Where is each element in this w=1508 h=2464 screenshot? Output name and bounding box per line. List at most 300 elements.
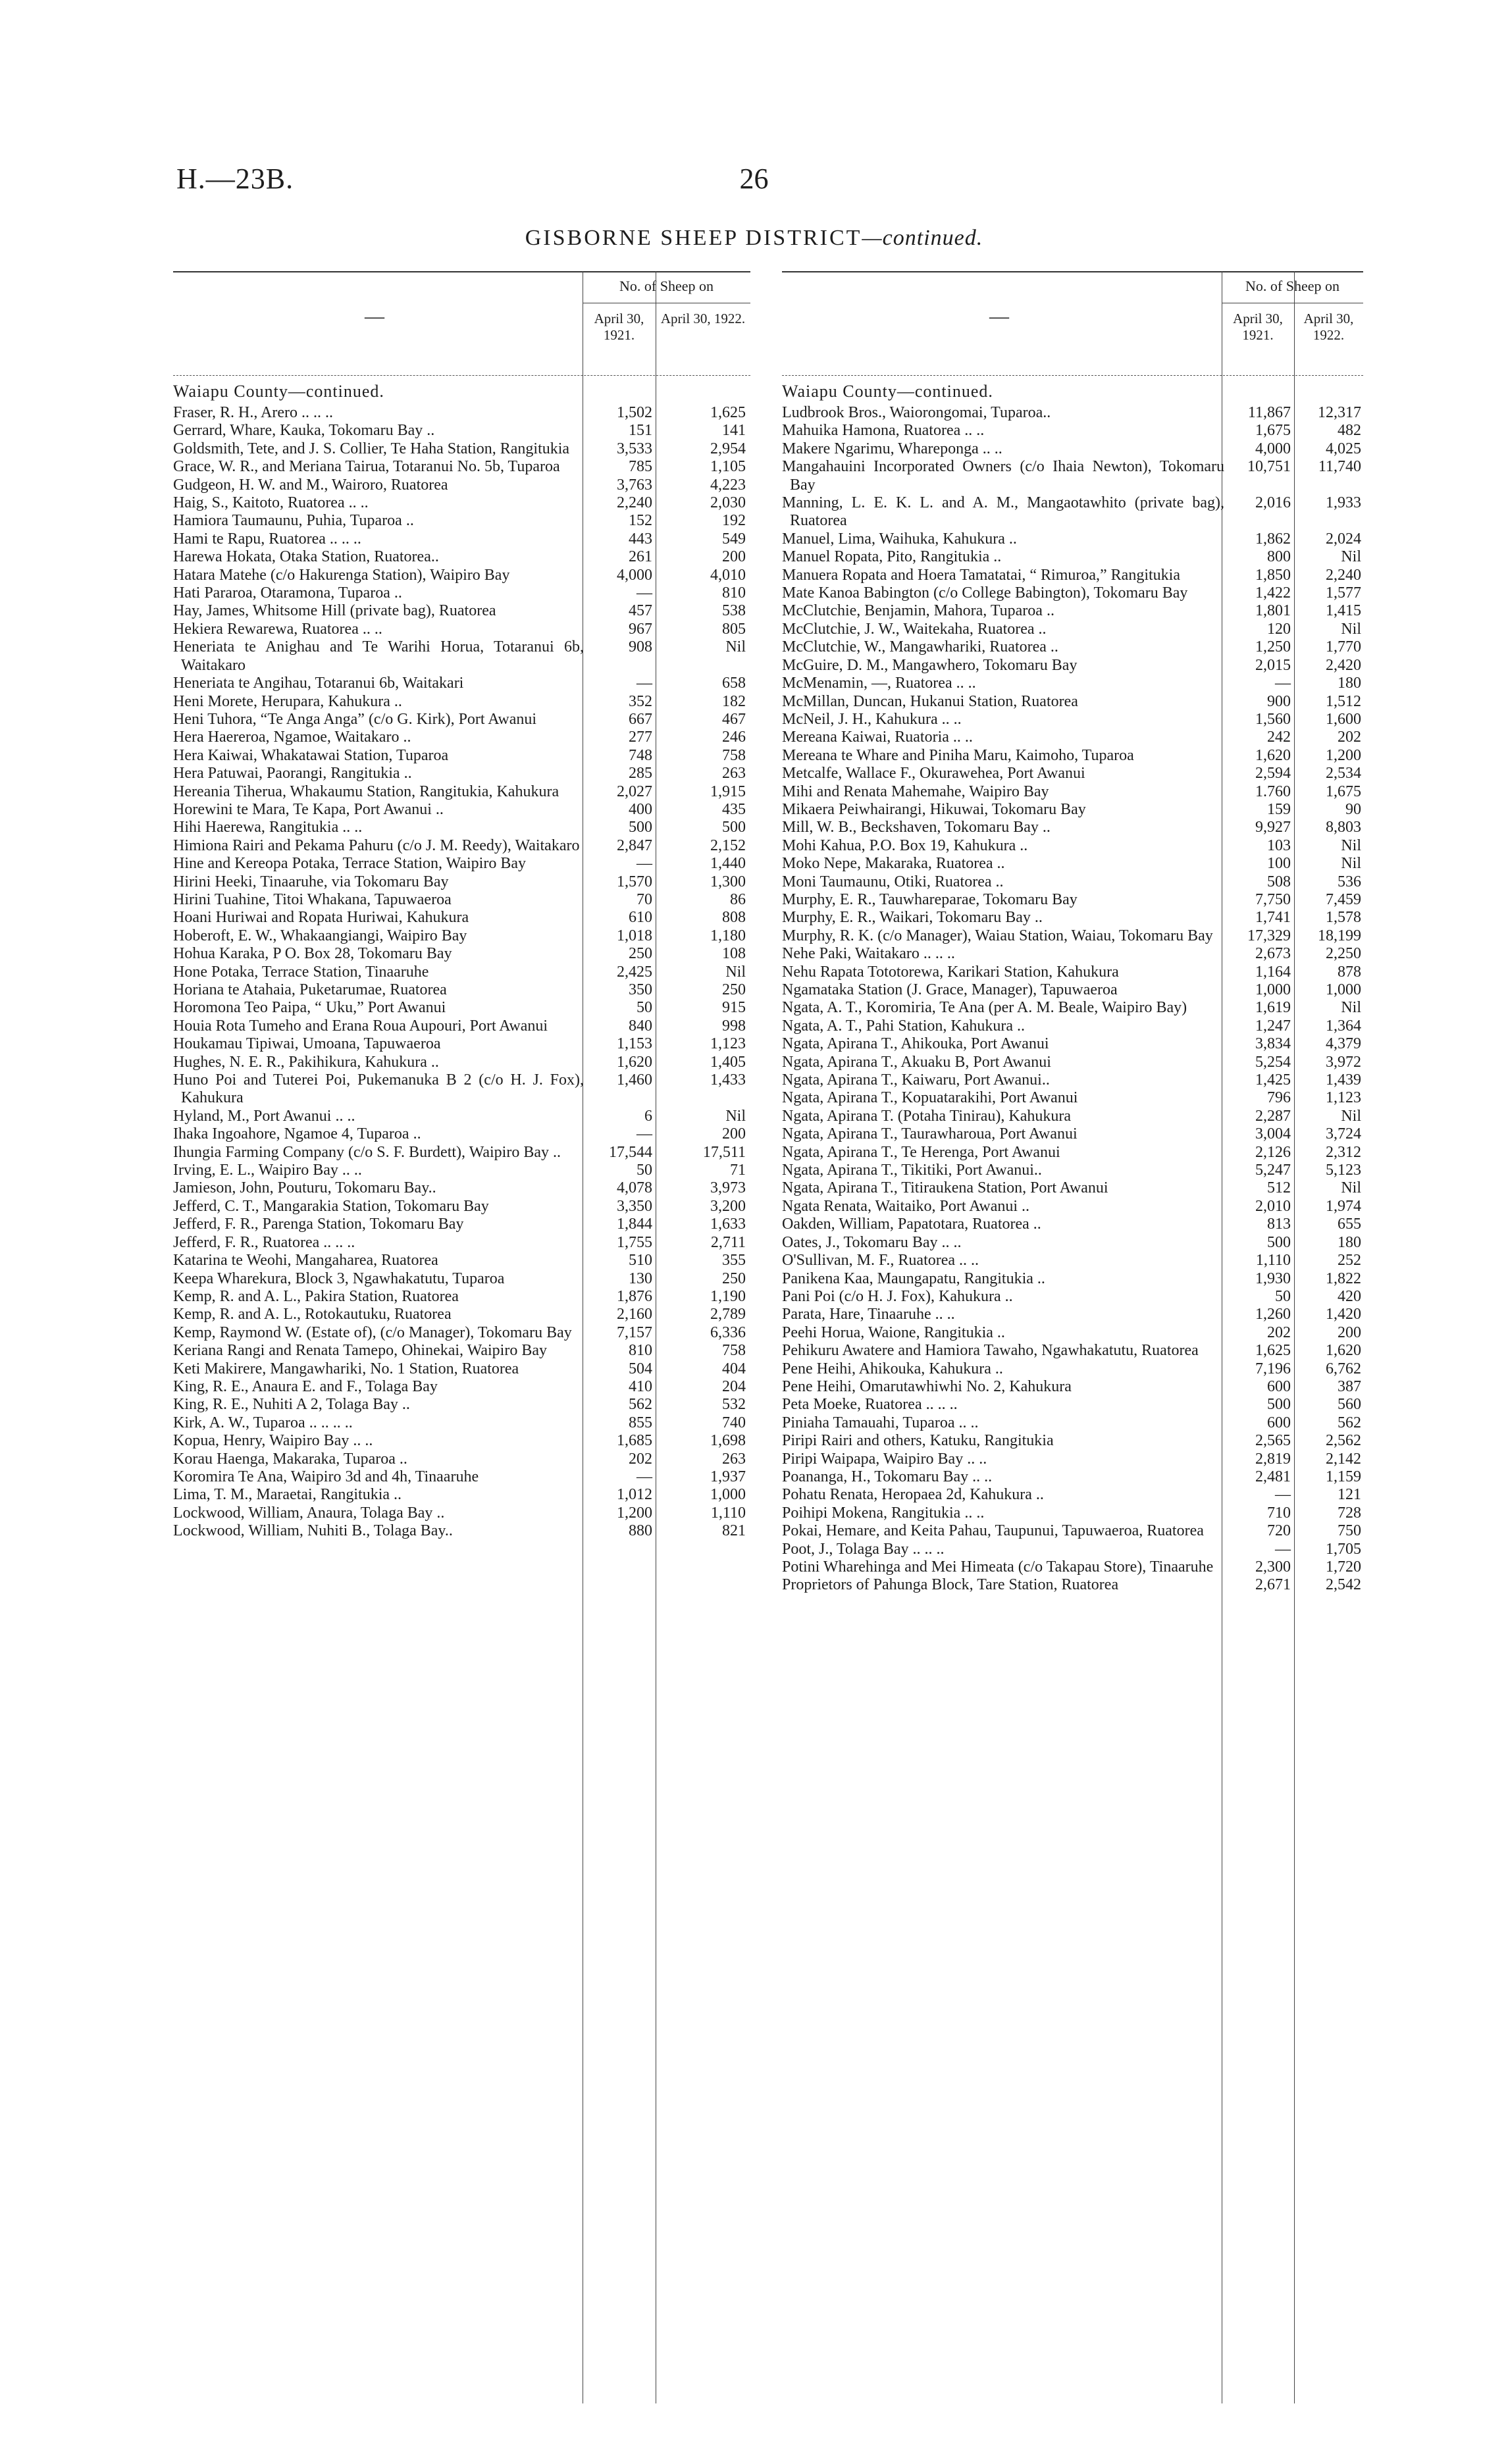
owner-address: Kemp, R. and A. L., Pakira Station, Ruatorea xyxy=(173,1287,459,1305)
owner-address: Manning, L. E. K. L. and A. M., Mangaotawhito (private bag), Ruatorea xyxy=(782,494,1224,530)
sheep-1921: 710 xyxy=(1267,1504,1291,1522)
sheep-1921: 2,565 xyxy=(1255,1432,1291,1450)
sheep-1921: 3,763 xyxy=(617,476,652,494)
sheep-1922: 7,459 xyxy=(1326,890,1361,908)
table-row xyxy=(782,1396,1363,1414)
table-row xyxy=(782,801,1363,819)
table-row xyxy=(782,1071,1363,1089)
sheep-1921: 443 xyxy=(629,530,652,548)
table-header xyxy=(173,271,750,375)
sheep-1922: 758 xyxy=(722,1342,746,1360)
sheep-1922: 1,433 xyxy=(710,1071,746,1089)
sheep-1922: 86 xyxy=(730,890,746,908)
table-row xyxy=(173,855,750,873)
sheep-1922: 263 xyxy=(722,1450,746,1468)
table-row xyxy=(173,548,750,566)
owner-address: Gudgeon, H. W. and M., Wairoro, Ruatorea xyxy=(173,476,448,494)
table-row xyxy=(782,1054,1363,1071)
table-row xyxy=(173,1450,750,1468)
sheep-1922: 549 xyxy=(722,530,746,548)
table-row xyxy=(782,1450,1363,1468)
sheep-1922: 12,317 xyxy=(1318,404,1361,421)
sheep-1921: 1,876 xyxy=(617,1287,652,1305)
sheep-1921: 242 xyxy=(1267,729,1291,746)
sheep-1922: 1,675 xyxy=(1326,783,1361,800)
sheep-1922: 6,336 xyxy=(710,1323,746,1341)
owner-address: Piniaha Tamauahi, Tuparoa .. .. xyxy=(782,1414,979,1431)
owner-address: Hatara Matehe (c/o Hakurenga Station), Waipiro Bay xyxy=(173,566,510,584)
table-row xyxy=(782,909,1363,927)
owner-address: Potini Wharehinga and Mei Himeata (c/o Takapau Store), Tinaaruhe xyxy=(782,1558,1214,1576)
sheep-1921: 2,594 xyxy=(1255,765,1291,783)
sheep-1922: 821 xyxy=(722,1522,746,1540)
table-row xyxy=(173,1108,750,1125)
owner-address: Mikaera Peiwhairangi, Hikuwai, Tokomaru Bay xyxy=(782,800,1086,818)
sheep-1922: 1,705 xyxy=(1326,1540,1361,1558)
sheep-1921: — xyxy=(1275,1540,1291,1558)
owner-address: Mereana Kaiwai, Ruatoria .. .. xyxy=(782,729,973,746)
owner-address: Manuera Ropata and Hoera Tamatatai, “ Rimuroa,” Rangitukia xyxy=(782,566,1180,584)
table-row xyxy=(782,1270,1363,1288)
owner-address: Korau Haenga, Makaraka, Tuparoa .. xyxy=(173,1450,407,1468)
table-row xyxy=(173,729,750,746)
sheep-1921: 1,425 xyxy=(1255,1071,1291,1089)
owner-address: McClutchie, J. W., Waitekaha, Ruatorea .. xyxy=(782,620,1047,638)
sheep-1922: 200 xyxy=(1338,1323,1361,1341)
sheep-1921: 880 xyxy=(629,1522,652,1540)
sheep-1922: 1,625 xyxy=(710,404,746,421)
table-row xyxy=(173,837,750,855)
table-row xyxy=(782,963,1363,981)
sheep-1922: 740 xyxy=(722,1414,746,1431)
table-row xyxy=(173,999,750,1017)
owner-address: Lima, T. M., Maraetai, Rangitukia .. xyxy=(173,1486,402,1504)
table-row xyxy=(173,584,750,602)
sheep-1922: 998 xyxy=(722,1017,746,1035)
sheep-1921: 1,850 xyxy=(1255,566,1291,584)
sheep-1921: 1,250 xyxy=(1255,638,1291,656)
table-row xyxy=(782,530,1363,548)
sheep-1921: 277 xyxy=(629,729,652,746)
sheep-1921: 2,671 xyxy=(1255,1576,1291,1594)
owner-address: Hone Potaka, Terrace Station, Tinaaruhe xyxy=(173,963,429,981)
sheep-1921: 2,673 xyxy=(1255,945,1291,963)
table-row xyxy=(173,1054,750,1071)
owner-address: Ngamataka Station (J. Grace, Manager), Tapuwaeroa xyxy=(782,981,1118,998)
sheep-1922: 1,440 xyxy=(710,855,746,873)
owner-address: Murphy, E. R., Tauwhareparae, Tokomaru Bay xyxy=(782,890,1078,908)
sheep-1921: 800 xyxy=(1267,548,1291,566)
table-row xyxy=(173,909,750,927)
owner-address: Manuel Ropata, Pito, Rangitukia .. xyxy=(782,548,1002,566)
table-row xyxy=(782,1216,1363,1233)
table-row xyxy=(782,1144,1363,1162)
table-row xyxy=(782,711,1363,729)
left-table xyxy=(173,271,750,2417)
sheep-1921: 2,819 xyxy=(1255,1450,1291,1468)
name-column-header: — xyxy=(365,305,384,327)
sheep-1922: 4,379 xyxy=(1326,1035,1361,1053)
table-row xyxy=(782,638,1363,656)
sheep-1922: 2,420 xyxy=(1326,656,1361,674)
owner-address: Houia Rota Tumeho and Erana Roua Aupouri, Port Awanui xyxy=(173,1017,548,1035)
sheep-1922: 1,110 xyxy=(710,1504,746,1522)
page-header xyxy=(176,162,1332,201)
sheep-1922: 246 xyxy=(722,729,746,746)
sheep-1921: — xyxy=(1275,675,1291,692)
owner-address: Hoani Huriwai and Ropata Huriwai, Kahukura xyxy=(173,909,469,927)
county-heading: Waiapu County—continued. xyxy=(782,382,993,401)
owner-address: Jamieson, John, Pouturu, Tokomaru Bay.. xyxy=(173,1179,436,1197)
sheep-1921: 2,010 xyxy=(1255,1197,1291,1215)
table-row xyxy=(173,422,750,440)
table-row xyxy=(782,999,1363,1017)
owner-address: Ihungia Farming Company (c/o S. F. Burdett), Waipiro Bay .. xyxy=(173,1143,561,1161)
sheep-1922: 108 xyxy=(722,945,746,963)
table-row xyxy=(173,1252,750,1270)
table-row xyxy=(173,1288,750,1306)
sheep-1922: 1,364 xyxy=(1326,1017,1361,1035)
owner-address: Murphy, E. R., Waikari, Tokomaru Bay .. xyxy=(782,909,1043,927)
owner-address: Hera Haereroa, Ngamoe, Waitakaro .. xyxy=(173,729,411,746)
sheep-1921: 967 xyxy=(629,620,652,638)
sheep-1921: 1,460 xyxy=(617,1071,652,1089)
sheep-1922: 1,770 xyxy=(1326,638,1361,656)
table-rows xyxy=(782,404,1363,1595)
sheep-1921: 1,930 xyxy=(1255,1270,1291,1287)
owner-address: Hereania Tiherua, Whakaumu Station, Rangitukia, Kahukura xyxy=(173,783,559,800)
sheep-1922: 2,711 xyxy=(710,1233,746,1251)
owner-address: Ngata, Apirana T., Titiraukena Station, Port Awanui xyxy=(782,1179,1108,1197)
owner-address: Pani Poi (c/o H. J. Fox), Kahukura .. xyxy=(782,1287,1013,1305)
table-row xyxy=(782,404,1363,422)
sheep-1921: 10,751 xyxy=(1247,458,1291,476)
table-row xyxy=(782,1522,1363,1540)
owner-address: Heni Morete, Herupara, Kahukura .. xyxy=(173,692,402,710)
sheep-1922: 810 xyxy=(722,584,746,602)
sheep-1921: 152 xyxy=(629,512,652,530)
owner-address: Manuel, Lima, Waihuka, Kahukura .. xyxy=(782,530,1017,548)
sheep-1921: 11,867 xyxy=(1247,404,1291,421)
table-row xyxy=(173,927,750,945)
table-row xyxy=(173,638,750,675)
sheep-1922: 1,200 xyxy=(1326,746,1361,764)
sheep-1921: 1,200 xyxy=(617,1504,652,1522)
header-bottom-rule xyxy=(173,375,750,376)
owner-address: Keepa Wharekura, Block 3, Ngawhakatutu, Tuparoa xyxy=(173,1270,505,1287)
table-row xyxy=(173,1035,750,1053)
owner-address: Panikena Kaa, Maungapatu, Rangitukia .. xyxy=(782,1270,1045,1287)
sheep-1922: 3,724 xyxy=(1326,1125,1361,1143)
table-row xyxy=(782,584,1363,602)
owner-address: Jefferd, F. R., Parenga Station, Tokomaru Bay xyxy=(173,1216,464,1233)
sheep-1921: 3,533 xyxy=(617,440,652,457)
sheep-1921: 1,844 xyxy=(617,1216,652,1233)
sheep-1922: 1,512 xyxy=(1326,692,1361,710)
table-row xyxy=(782,1017,1363,1035)
sheep-1922: Nil xyxy=(1341,1107,1361,1125)
sheep-1921: 720 xyxy=(1267,1522,1291,1540)
table-row xyxy=(173,1486,750,1504)
sheep-1922: 252 xyxy=(1338,1252,1361,1270)
sheep-1921: 70 xyxy=(637,890,652,908)
sheep-1921: 1,685 xyxy=(617,1432,652,1450)
owner-address: Ngata, Apirana T., Te Herenga, Port Awanui xyxy=(782,1143,1060,1161)
sheep-1922: 1,420 xyxy=(1326,1306,1361,1323)
table-row xyxy=(173,693,750,711)
table-row xyxy=(782,1504,1363,1522)
document-code: H.—23B. xyxy=(176,163,294,195)
owner-address: Ngata, A. T., Pahi Station, Kahukura .. xyxy=(782,1017,1026,1035)
owner-address: Moni Taumaunu, Otiki, Ruatorea .. xyxy=(782,873,1004,890)
owner-address: Mahuika Hamona, Ruatorea .. .. xyxy=(782,422,985,440)
owner-address: O'Sullivan, M. F., Ruatorea .. .. xyxy=(782,1252,979,1270)
owner-address: Hirini Tuahine, Titoi Whakana, Tapuwaeroa xyxy=(173,890,452,908)
owner-address: Huno Poi and Tuterei Poi, Pukemanuka B 2 (c/o H. J. Fox), Kahukura xyxy=(173,1071,584,1107)
owner-address: Poananga, H., Tokomaru Bay .. .. xyxy=(782,1468,993,1485)
owner-address: Heni Tuhora, “Te Anga Anga” (c/o G. Kirk), Port Awanui xyxy=(173,710,537,728)
owner-address: Irving, E. L., Waipiro Bay .. .. xyxy=(173,1162,362,1179)
sheep-count-header: No. of Sheep on xyxy=(1245,278,1339,294)
table-row xyxy=(173,873,750,891)
sheep-1921: 796 xyxy=(1267,1089,1291,1107)
sheep-1921: 908 xyxy=(629,638,652,656)
sheep-1922: 2,030 xyxy=(710,494,746,512)
owner-address: Ngata, Apirana T., Akuaku B, Port Awanui xyxy=(782,1053,1051,1071)
table-row xyxy=(173,1360,750,1378)
sheep-1922: 1,698 xyxy=(710,1432,746,1450)
sheep-1922: 1,620 xyxy=(1326,1342,1361,1360)
table-row xyxy=(173,1414,750,1432)
sheep-1921: 2,016 xyxy=(1255,494,1291,512)
owner-address: Hami te Rapu, Ruatorea .. .. .. xyxy=(173,530,361,548)
sheep-1921: 3,350 xyxy=(617,1197,652,1215)
table-row xyxy=(782,440,1363,458)
table-row xyxy=(782,1306,1363,1323)
owner-address: Ngata Renata, Waitaiko, Port Awanui .. xyxy=(782,1197,1030,1215)
owner-address: Harewa Hokata, Otaka Station, Ruatorea.. xyxy=(173,548,439,566)
owner-address: Gerrard, Whare, Kauka, Tokomaru Bay .. xyxy=(173,422,435,440)
sheep-1922: 182 xyxy=(722,692,746,710)
sheep-1922: 11,740 xyxy=(1318,458,1361,476)
sheep-1921: 2,160 xyxy=(617,1306,652,1323)
sheep-1922: 1,405 xyxy=(710,1053,746,1071)
table-row xyxy=(173,1144,750,1162)
table-row xyxy=(782,765,1363,783)
table-rows xyxy=(173,404,750,1541)
sheep-1921: 1,560 xyxy=(1255,710,1291,728)
sheep-1921: 410 xyxy=(629,1377,652,1395)
sheep-1921: 1,570 xyxy=(617,873,652,890)
table-row xyxy=(173,458,750,476)
sheep-1922: 1,937 xyxy=(710,1468,746,1485)
table-row xyxy=(173,1216,750,1233)
sheep-1921: 50 xyxy=(1275,1287,1291,1305)
owner-address: Kemp, R. and A. L., Rotokautuku, Ruatorea xyxy=(173,1306,452,1323)
owner-address: Haig, S., Kaitoto, Ruatorea .. .. xyxy=(173,494,369,512)
table-row xyxy=(782,819,1363,836)
table-row xyxy=(173,1324,750,1342)
table-row xyxy=(173,1071,750,1108)
owner-address: Hekiera Rewarewa, Ruatorea .. .. xyxy=(173,620,382,638)
table-header xyxy=(782,271,1363,375)
sheep-1922: 141 xyxy=(722,422,746,440)
table-row xyxy=(782,873,1363,891)
sheep-1922: 1,578 xyxy=(1326,909,1361,927)
table-row xyxy=(782,747,1363,765)
owner-address: Mangahauini Incorporated Owners (c/o Ihaia Newton), Tokomaru Bay xyxy=(782,458,1224,494)
sheep-1921: 1,260 xyxy=(1255,1306,1291,1323)
owner-address: Peehi Horua, Waione, Rangitukia .. xyxy=(782,1323,1005,1341)
sheep-1922: 250 xyxy=(722,981,746,998)
owner-address: Piripi Rairi and others, Katuku, Rangitukia xyxy=(782,1432,1054,1450)
sheep-1921: 457 xyxy=(629,602,652,620)
owner-address: Jefferd, F. R., Ruatorea .. .. .. xyxy=(173,1233,355,1251)
sheep-1921: 600 xyxy=(1267,1414,1291,1431)
sheep-1922: 1,300 xyxy=(710,873,746,890)
sheep-1922: 2,954 xyxy=(710,440,746,457)
sheep-1922: 482 xyxy=(1338,422,1361,440)
sheep-1922: 200 xyxy=(722,548,746,566)
table-row xyxy=(782,981,1363,999)
sheep-1922: 758 xyxy=(722,746,746,764)
sheep-1922: 562 xyxy=(1338,1414,1361,1431)
sheep-1921: 2,015 xyxy=(1255,656,1291,674)
table-row xyxy=(173,530,750,548)
sheep-1921: 1,619 xyxy=(1255,999,1291,1017)
sheep-1922: 2,542 xyxy=(1326,1576,1361,1594)
owner-address: Horiana te Atahaia, Puketarumae, Ruatorea xyxy=(173,981,447,998)
district-title-suffix: —continued. xyxy=(862,226,983,250)
table-row xyxy=(782,837,1363,855)
owner-address: Parata, Hare, Tinaaruhe .. .. xyxy=(782,1306,955,1323)
sheep-1922: Nil xyxy=(725,638,746,656)
owner-address: Proprietors of Pahunga Block, Tare Station, Ruatorea xyxy=(782,1576,1119,1594)
owner-address: Nehu Rapata Tototorewa, Karikari Station, Kahukura xyxy=(782,963,1119,981)
sheep-1921: 2,240 xyxy=(617,494,652,512)
sheep-1922: 500 xyxy=(722,819,746,836)
sheep-1922: 1,000 xyxy=(1326,981,1361,998)
sheep-1922: 532 xyxy=(722,1396,746,1414)
owner-address: McMillan, Duncan, Hukanui Station, Ruatorea xyxy=(782,692,1078,710)
owner-address: King, R. E., Anaura E. and F., Tolaga Bay xyxy=(173,1377,438,1395)
sheep-1921: 1,012 xyxy=(617,1486,652,1504)
sheep-1922: 1,720 xyxy=(1326,1558,1361,1576)
owner-address: Ngata, Apirana T. (Potaha Tinirau), Kahukura xyxy=(782,1107,1072,1125)
table-row xyxy=(782,1234,1363,1252)
owner-address: Goldsmith, Tete, and J. S. Collier, Te Haha Station, Rangitukia xyxy=(173,440,570,457)
sheep-1922: 1,123 xyxy=(710,1035,746,1053)
owner-address: Pohatu Renata, Heropaea 2d, Kahukura .. xyxy=(782,1486,1044,1504)
table-row xyxy=(782,602,1363,620)
table-row xyxy=(173,891,750,909)
table-row xyxy=(173,440,750,458)
sheep-1922: 18,199 xyxy=(1318,927,1361,944)
table-row xyxy=(782,1288,1363,1306)
sheep-1922: 1,190 xyxy=(710,1287,746,1305)
sheep-1922: 8,803 xyxy=(1326,819,1361,836)
sheep-1921: 1,164 xyxy=(1255,963,1291,981)
sheep-1921: 5,247 xyxy=(1255,1162,1291,1179)
sheep-1922: 17,511 xyxy=(702,1143,746,1161)
sheep-1922: 1,577 xyxy=(1326,584,1361,602)
sheep-1922: 728 xyxy=(1338,1504,1361,1522)
owner-address: Heneriata te Angihau, Totaranui 6b, Waitakari xyxy=(173,675,464,692)
sheep-1921: 500 xyxy=(1267,1396,1291,1414)
table-row xyxy=(173,1432,750,1450)
owner-address: Hera Patuwai, Paorangi, Rangitukia .. xyxy=(173,765,412,783)
table-row xyxy=(173,1306,750,1323)
sheep-1922: Nil xyxy=(1341,836,1361,854)
sheep-1922: 200 xyxy=(722,1125,746,1143)
sheep-1921: 1.760 xyxy=(1255,783,1291,800)
sheep-1921: 50 xyxy=(637,999,652,1017)
sheep-1921: 250 xyxy=(629,945,652,963)
sheep-1922: 878 xyxy=(1338,963,1361,981)
owner-address: Keti Makirere, Mangawhariki, No. 1 Station, Ruatorea xyxy=(173,1360,519,1377)
table-row xyxy=(782,1198,1363,1216)
sheep-1921: — xyxy=(637,1468,652,1485)
sheep-1921: — xyxy=(637,1125,652,1143)
sheep-1921: 100 xyxy=(1267,855,1291,873)
sheep-1922: 263 xyxy=(722,765,746,783)
owner-address: Hohua Karaka, P O. Box 28, Tokomaru Bay xyxy=(173,945,452,963)
sheep-1921: 1,247 xyxy=(1255,1017,1291,1035)
sheep-1921: 7,157 xyxy=(617,1323,652,1341)
sheep-1922: 250 xyxy=(722,1270,746,1287)
sheep-1922: 404 xyxy=(722,1360,746,1377)
sheep-1922: 180 xyxy=(1338,1233,1361,1251)
sheep-1921: 50 xyxy=(637,1162,652,1179)
sheep-1921: 1,018 xyxy=(617,927,652,944)
owner-address: Hati Pararoa, Otaramona, Tuparoa .. xyxy=(173,584,402,602)
sheep-1921: 2,847 xyxy=(617,836,652,854)
owner-address: Katarina te Weohi, Mangaharea, Ruatorea xyxy=(173,1252,438,1270)
sheep-1921: 512 xyxy=(1267,1179,1291,1197)
sheep-1921: 810 xyxy=(629,1342,652,1360)
table-row xyxy=(173,711,750,729)
sheep-1922: Nil xyxy=(725,963,746,981)
year-1922-header: April 30, 1922. xyxy=(660,311,746,326)
sheep-1921: 7,196 xyxy=(1255,1360,1291,1377)
sheep-1922: Nil xyxy=(1341,1179,1361,1197)
table-row xyxy=(782,1324,1363,1342)
owner-address: McClutchie, Benjamin, Mahora, Tuparoa .. xyxy=(782,602,1054,620)
table-row xyxy=(782,1414,1363,1432)
sheep-1922: Nil xyxy=(1341,855,1361,873)
sheep-1921: 813 xyxy=(1267,1216,1291,1233)
table-row xyxy=(173,1179,750,1197)
sheep-1921: 202 xyxy=(629,1450,652,1468)
sheep-1921: 130 xyxy=(629,1270,652,1287)
sheep-1921: 352 xyxy=(629,692,652,710)
table-row xyxy=(173,1396,750,1414)
sheep-1922: 202 xyxy=(1338,729,1361,746)
sheep-1921: 840 xyxy=(629,1017,652,1035)
owner-address: Horewini te Mara, Te Kapa, Port Awanui .. xyxy=(173,800,444,818)
sheep-1921: 103 xyxy=(1267,836,1291,854)
right-table xyxy=(782,271,1363,2417)
owner-address: Horomona Teo Paipa, “ Uku,” Port Awanui xyxy=(173,999,446,1017)
sheep-1922: 1,415 xyxy=(1326,602,1361,620)
table-row xyxy=(173,765,750,783)
table-row xyxy=(782,621,1363,638)
table-row xyxy=(782,1342,1363,1360)
table-row xyxy=(173,981,750,999)
table-row xyxy=(173,494,750,512)
sheep-1921: 504 xyxy=(629,1360,652,1377)
owner-address: Heneriata te Anighau and Te Warihi Horua, Totaranui 6b, Waitakaro xyxy=(173,638,584,674)
